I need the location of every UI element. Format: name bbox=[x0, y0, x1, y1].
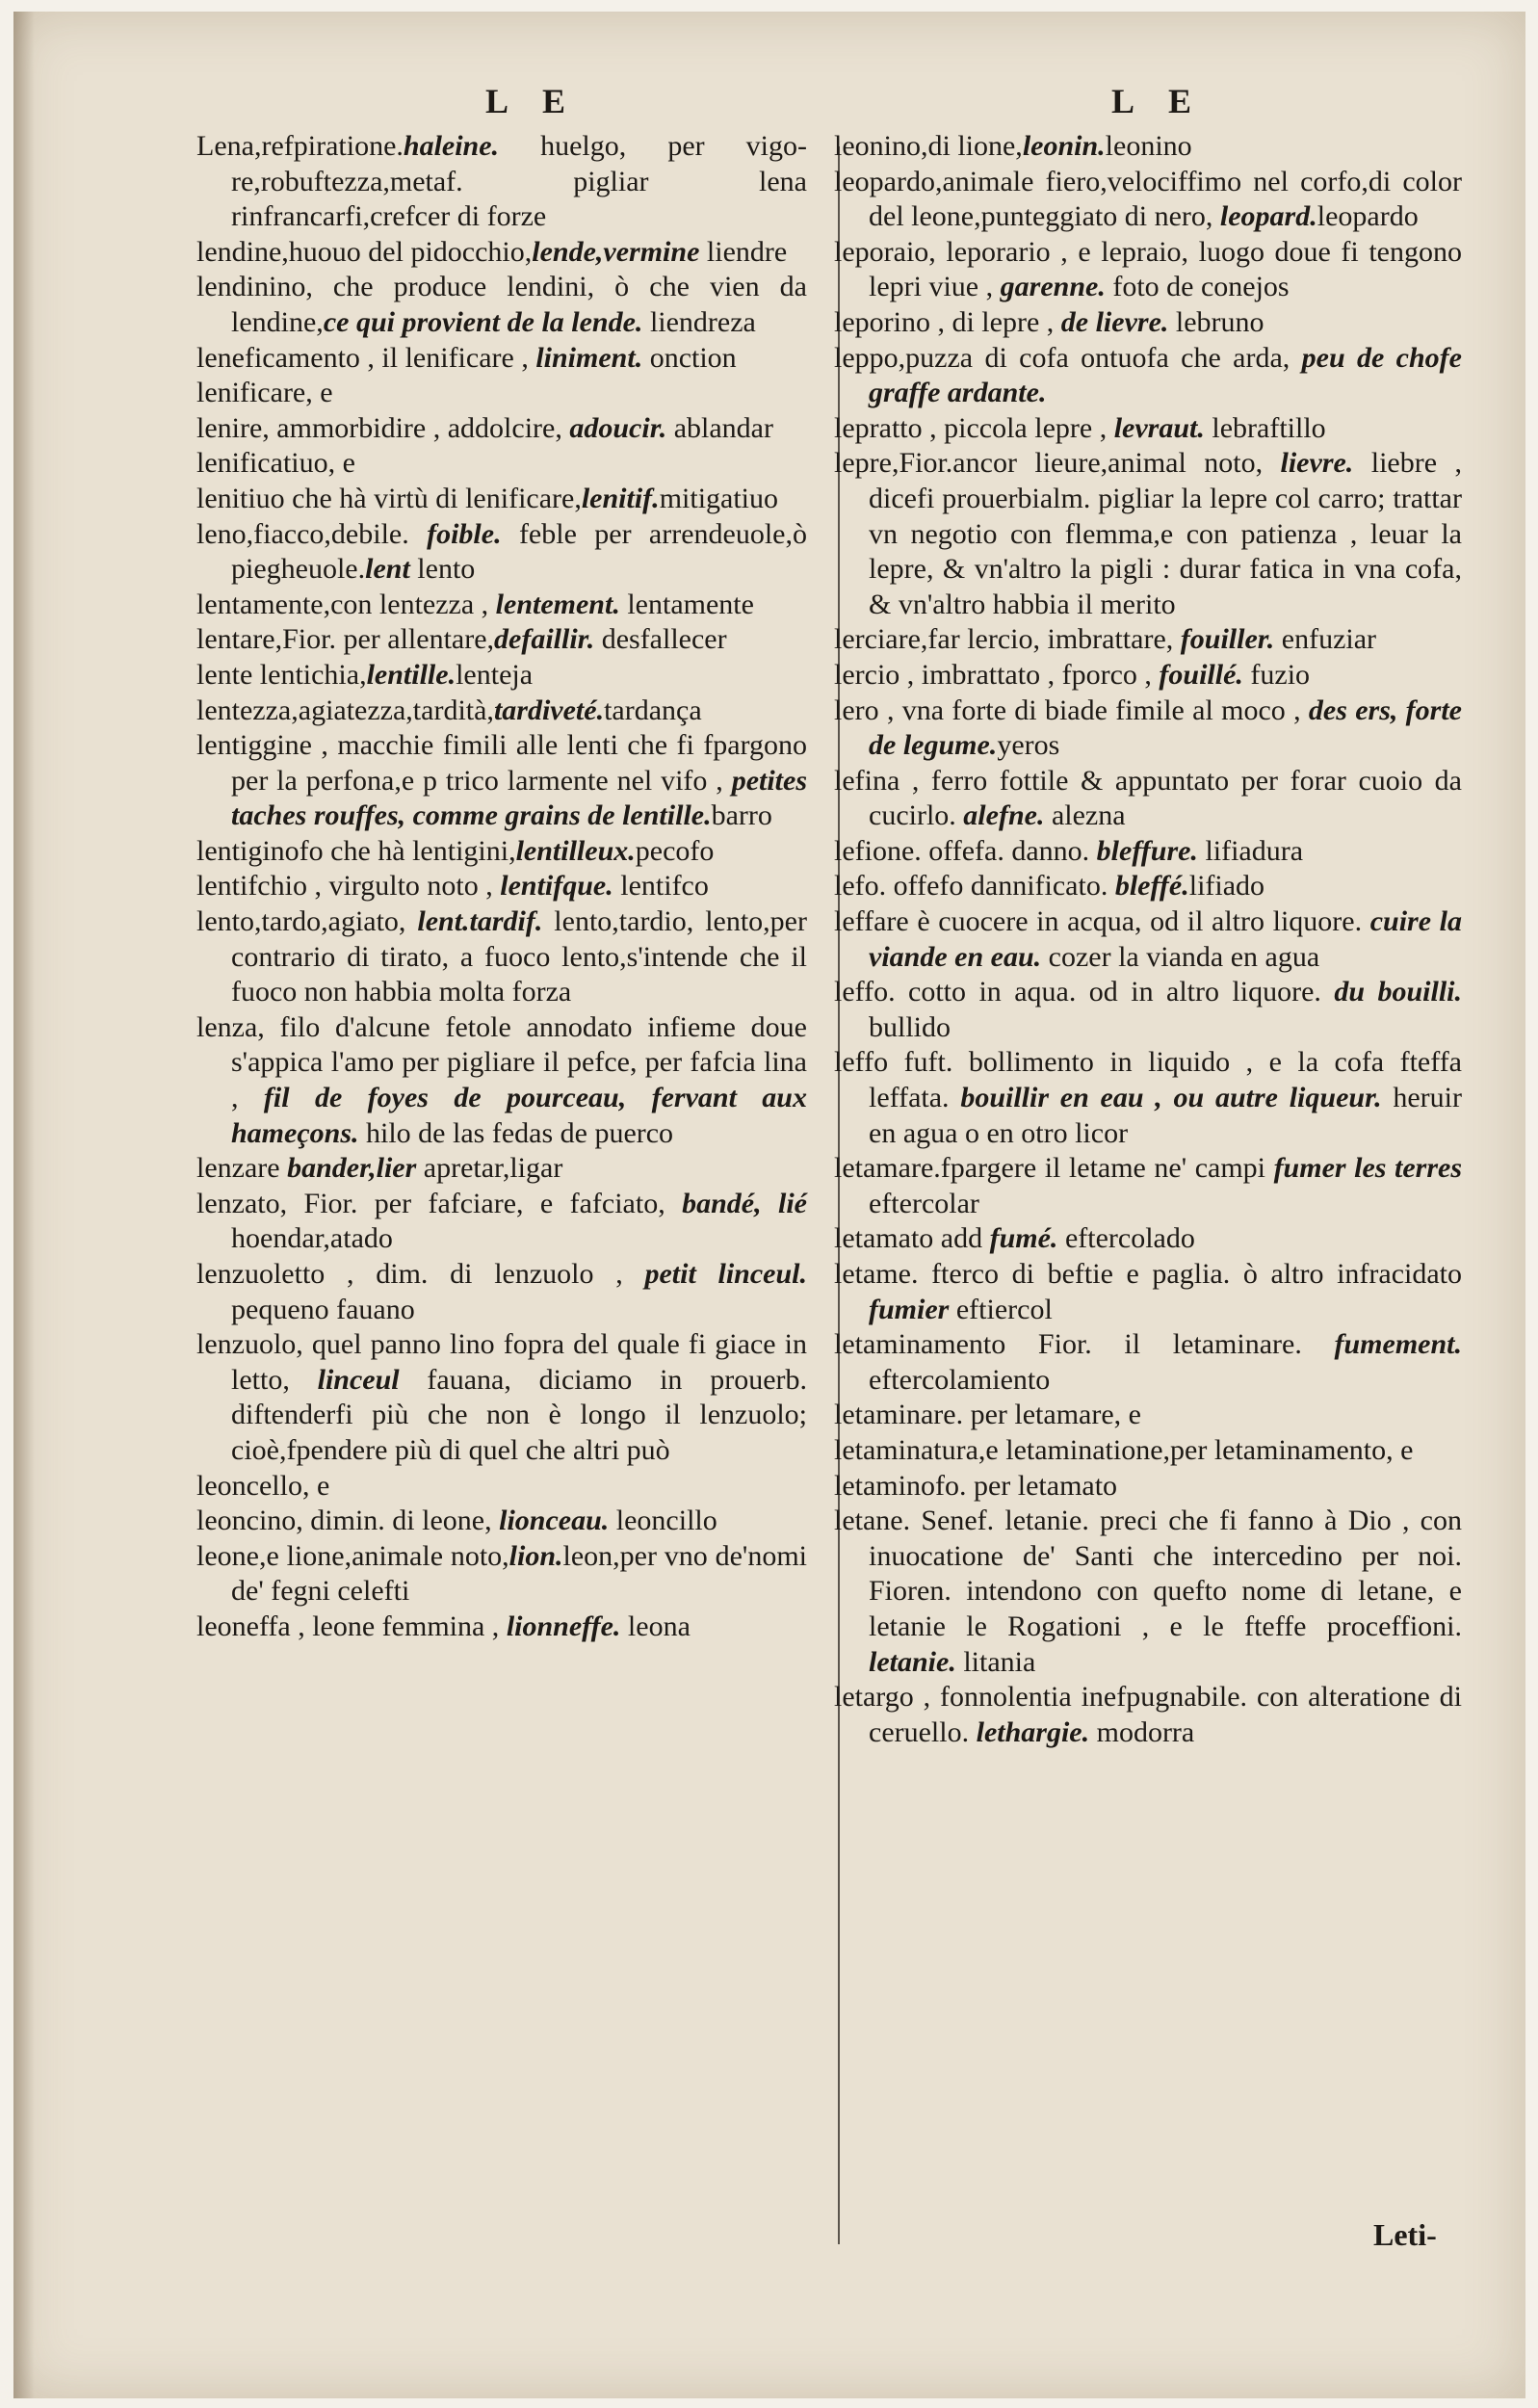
dictionary-entry bbox=[196, 869, 807, 904]
entry-text: heruir en agua o en otro licor bbox=[869, 1082, 1462, 1149]
dictionary-entry bbox=[834, 411, 1462, 447]
dictionary-entry bbox=[834, 446, 1462, 622]
dictionary-entry bbox=[834, 1504, 1462, 1680]
entry-text: eftiercol bbox=[949, 1293, 1053, 1325]
entry-text: leonino bbox=[1105, 130, 1192, 162]
entry-text: leon,per vno de'nomi de' fegni celefti bbox=[231, 1539, 807, 1608]
french-gloss: fumement. bbox=[1334, 1328, 1462, 1361]
dictionary-entry bbox=[196, 1151, 807, 1187]
entry-text: hoendar,atado bbox=[231, 1222, 393, 1255]
dictionary-entry bbox=[834, 305, 1462, 341]
entry-text: lerciare,far lercio, imbrattare, bbox=[834, 623, 1181, 656]
dictionary-entry bbox=[834, 1680, 1462, 1750]
dictionary-entry bbox=[196, 834, 807, 870]
entry-text: lefione. offefa. danno. bbox=[834, 834, 1097, 867]
entry-text: leonino,di lione, bbox=[834, 130, 1023, 162]
french-gloss: des ers, forte de legume. bbox=[869, 694, 1462, 762]
dictionary-entry bbox=[834, 341, 1462, 411]
entry-text: mitigatiuo bbox=[659, 482, 779, 514]
french-gloss: lionneffe. bbox=[506, 1610, 621, 1642]
entry-text: lenza, filo d'alcune fetole annodato infieme doue s'appica l'amo per pigliare il pefce, per fafcia lina , bbox=[196, 1010, 807, 1114]
entry-text: lendine,huouo del pidocchio, bbox=[196, 235, 533, 268]
entry-text: lentiginofo che hà lentigini, bbox=[196, 834, 516, 867]
entry-text: leffo. cotto in aqua. od in altro liquore. bbox=[834, 976, 1335, 1008]
dictionary-entry bbox=[834, 1433, 1462, 1469]
dictionary-entry bbox=[196, 446, 807, 482]
dictionary-entry bbox=[834, 904, 1462, 975]
dictionary-entry bbox=[196, 411, 807, 447]
french-gloss: lende,vermine bbox=[532, 235, 700, 268]
dictionary-entry bbox=[196, 270, 807, 340]
french-gloss: lentifque. bbox=[500, 870, 613, 903]
entry-text: lepre,Fior.ancor lieure,animal noto, bbox=[834, 447, 1281, 480]
french-gloss: lethargie. bbox=[976, 1715, 1090, 1748]
entry-text: liendreza bbox=[642, 305, 756, 338]
entry-text: lefina , ferro fottile & appuntato per forar cuoio da cucirlo. bbox=[834, 764, 1462, 832]
entry-text: letaminatura,e letaminatione,per letaminamento, e bbox=[834, 1433, 1414, 1466]
entry-text: letame. fterco di beftie e paglia. ò altro infracidato bbox=[834, 1258, 1462, 1290]
entry-text: letamare.fpargere il letame ne' campi bbox=[834, 1152, 1274, 1185]
entry-text: lenire, ammorbidire , addolcire, bbox=[196, 411, 570, 444]
entry-text: lifiadura bbox=[1197, 834, 1304, 867]
dictionary-entry bbox=[834, 834, 1462, 870]
entry-text: modorra bbox=[1089, 1715, 1195, 1748]
dictionary-entry bbox=[834, 165, 1462, 235]
entry-text: bullido bbox=[869, 1010, 951, 1043]
french-gloss: lievre. bbox=[1280, 447, 1354, 480]
dictionary-entry bbox=[196, 1539, 807, 1610]
entry-text: letane. Senef. letanie. preci che fi fanno à Dio , con inuocatione de' Santi che intercedino per noi. Fioren. intendono con quefto nome di letane, e letanie le Rogationi , e le fteffe proceffioni. bbox=[834, 1505, 1462, 1642]
french-gloss: fumier bbox=[869, 1293, 950, 1325]
french-gloss: lentement. bbox=[495, 588, 620, 620]
entry-text: leopardo bbox=[1316, 200, 1419, 233]
french-gloss: lionceau. bbox=[499, 1505, 610, 1537]
dictionary-entry bbox=[196, 376, 807, 411]
entry-text: lento,tardio, lento,per contrario di tirato, a fuoco lento,s'intende che il fuoco non habbia molta forza bbox=[231, 905, 807, 1008]
dictionary-entry bbox=[834, 1221, 1462, 1257]
french-gloss: bouillir en eau , ou autre liqueur. bbox=[960, 1082, 1382, 1114]
entry-text: lenificare, e bbox=[196, 377, 333, 409]
entry-text: lento,tardo,agiato, bbox=[196, 905, 418, 938]
entry-text: letamato add bbox=[834, 1222, 990, 1255]
french-gloss: petit linceul. bbox=[644, 1258, 808, 1290]
entry-text: lenzato, Fior. per fafciare, e fafciato, bbox=[196, 1187, 683, 1219]
entry-text: lenificatiuo, e bbox=[196, 447, 355, 480]
dictionary-entry bbox=[196, 1610, 807, 1645]
entry-text: letaminofo. per letamato bbox=[834, 1469, 1118, 1502]
left-column bbox=[196, 129, 807, 1645]
french-gloss: bandé, lié bbox=[682, 1187, 807, 1219]
entry-text: lenitiuo che hà virtù di lenificare, bbox=[196, 482, 582, 514]
french-gloss: lion. bbox=[508, 1539, 563, 1572]
entry-text: tardança bbox=[604, 694, 702, 726]
entry-text: fuzio bbox=[1242, 658, 1311, 691]
entry-text: lentamente bbox=[619, 588, 754, 620]
entry-text: liebre , dicefi prouerbialm. pigliar la lepre col carro; trattar vn negotio con flemma,e con patienza , leuar la lepre, & vn'altro la pigli : durar fatica in vna cofa, & vn'altro habbia il merito bbox=[869, 447, 1462, 620]
french-gloss: lentille. bbox=[366, 658, 456, 691]
entry-text: foto de conejos bbox=[1105, 271, 1290, 303]
dictionary-entry bbox=[834, 1469, 1462, 1505]
french-gloss: liniment. bbox=[535, 341, 643, 374]
entry-text: eftercolado bbox=[1057, 1222, 1195, 1255]
entry-text: lentare,Fior. per allentare, bbox=[196, 623, 495, 656]
entry-text: lendinino, che produce lendini, ò che vien da lendine, bbox=[196, 271, 807, 338]
dictionary-entry bbox=[834, 129, 1462, 165]
dictionary-entry bbox=[834, 1151, 1462, 1221]
french-gloss: lent bbox=[365, 553, 410, 586]
entry-text: hilo de las fedas de puerco bbox=[358, 1116, 674, 1149]
french-gloss: foible. bbox=[427, 517, 502, 550]
french-gloss: garenne. bbox=[1000, 271, 1106, 303]
entry-text: letargo , fonnolentia inefpugnabile. con alteratione di ceruello. bbox=[834, 1681, 1462, 1748]
french-gloss: leonin. bbox=[1022, 130, 1106, 162]
entry-text: fauana, diciamo in prouerb. diftenderfi più che non è longo il lenzuolo; cioè,fpendere più di quel che altri può bbox=[231, 1363, 808, 1466]
dictionary-entry bbox=[834, 975, 1462, 1045]
entry-text: lenzare bbox=[196, 1152, 288, 1185]
entry-text: lentifco bbox=[613, 870, 709, 903]
french-gloss: lentilleux. bbox=[515, 834, 636, 867]
running-header-right: L E bbox=[1111, 82, 1206, 120]
french-gloss: fouillé. bbox=[1159, 658, 1243, 691]
right-column bbox=[834, 129, 1462, 1750]
dictionary-entry bbox=[196, 694, 807, 729]
dictionary-entry bbox=[834, 622, 1462, 658]
french-gloss: petites taches rouffes, comme grains de lentille. bbox=[231, 764, 807, 832]
french-gloss: lenitif. bbox=[581, 482, 660, 514]
french-gloss: leopard. bbox=[1219, 200, 1317, 233]
french-gloss: alefne. bbox=[963, 799, 1045, 832]
dictionary-entry bbox=[196, 588, 807, 623]
entry-text: alezna bbox=[1044, 799, 1126, 832]
dictionary-entry bbox=[196, 658, 807, 694]
entry-text: leoncillo bbox=[609, 1505, 717, 1537]
dictionary-entry bbox=[196, 235, 807, 271]
french-gloss: adoucir. bbox=[569, 411, 667, 444]
dictionary-entry bbox=[196, 1504, 807, 1539]
dictionary-entry bbox=[834, 764, 1462, 834]
dictionary-entry bbox=[834, 694, 1462, 764]
entry-text: lero , vna forte di biade fimile al moco , bbox=[834, 694, 1309, 726]
entry-text: apretar,ligar bbox=[416, 1152, 563, 1185]
dictionary-entry bbox=[196, 1010, 807, 1151]
french-gloss: bleffé. bbox=[1114, 870, 1189, 903]
entry-text: leone,e lione,animale noto, bbox=[196, 1539, 509, 1572]
dictionary-entry bbox=[196, 622, 807, 658]
entry-text: eftercolar bbox=[869, 1187, 979, 1219]
page-spine-shadow bbox=[13, 12, 35, 2398]
entry-text: Lena,refpiratione. bbox=[196, 130, 404, 162]
entry-text: letaminare. per letamare, e bbox=[834, 1399, 1141, 1431]
dictionary-entry bbox=[834, 1398, 1462, 1433]
french-gloss: ce qui provient de la lende. bbox=[323, 305, 643, 338]
dictionary-entry bbox=[834, 235, 1462, 305]
dictionary-entry bbox=[196, 1187, 807, 1257]
dictionary-entry bbox=[834, 658, 1462, 694]
entry-text: leppo,puzza di cofa ontuofa che arda, bbox=[834, 341, 1302, 374]
entry-text: lentamente,con lentezza , bbox=[196, 588, 496, 620]
dictionary-entry bbox=[196, 517, 807, 588]
french-gloss: fouiller. bbox=[1180, 623, 1275, 656]
dictionary-entry bbox=[834, 1045, 1462, 1151]
dictionary-entry bbox=[196, 904, 807, 1010]
entry-text: barro bbox=[711, 799, 772, 832]
entry-text: lifiado bbox=[1188, 870, 1265, 903]
entry-text: yeros bbox=[997, 729, 1060, 762]
french-gloss: haleine. bbox=[403, 130, 500, 162]
entry-text: cozer la vianda en agua bbox=[1041, 940, 1320, 973]
entry-text: lepratto , piccola lepre , bbox=[834, 411, 1114, 444]
french-gloss: levraut. bbox=[1113, 411, 1205, 444]
entry-text: leoncino, dimin. di leone, bbox=[196, 1505, 500, 1537]
entry-text: lentezza,agiatezza,tardità, bbox=[196, 694, 494, 726]
entry-text: onction bbox=[642, 341, 737, 374]
entry-text: liendre bbox=[699, 235, 788, 268]
dictionary-entry bbox=[196, 341, 807, 377]
french-gloss: letanie. bbox=[869, 1645, 956, 1678]
dictionary-entry bbox=[834, 1327, 1462, 1398]
entry-text: lercio , imbrattato , fporco , bbox=[834, 658, 1160, 691]
dictionary-entry bbox=[834, 869, 1462, 904]
entry-text: lente lentichia, bbox=[196, 658, 367, 691]
french-gloss: tardiveté. bbox=[493, 694, 605, 726]
entry-text: leneficamento , il lenificare , bbox=[196, 341, 536, 374]
dictionary-entry bbox=[196, 482, 807, 517]
entry-text: lenzuoletto , dim. di lenzuolo , bbox=[196, 1258, 645, 1290]
entry-text: letaminamento Fior. il letaminare. bbox=[834, 1328, 1335, 1361]
entry-text: leona bbox=[620, 1610, 691, 1642]
entry-text: lebruno bbox=[1168, 305, 1264, 338]
entry-text: enfuziar bbox=[1274, 623, 1377, 656]
entry-text: feble per arrendeuole,ò pieghеuole. bbox=[231, 517, 807, 586]
catchword: Leti- bbox=[1373, 2217, 1437, 2252]
entry-text: eftercolamiento bbox=[869, 1363, 1051, 1396]
french-gloss: fil de foyes de pourceau, fervant aux hameçons. bbox=[231, 1082, 807, 1149]
french-gloss: fumer les terres bbox=[1273, 1152, 1462, 1185]
entry-text: huelgo, per vigo-re,robuftezza,metaf. pigliar lena rinfrancarfi,crefcer di forze bbox=[231, 130, 807, 233]
entry-text: leffo fuft. bollimento in liquido , e la cofa fteffa leffata. bbox=[834, 1046, 1462, 1114]
entry-text: litania bbox=[955, 1645, 1036, 1678]
entry-text: lentiggine , macchie fimili alle lenti che fi fpargono per la perfona,e p trico larmente nel vifo , bbox=[196, 729, 807, 797]
entry-text: leopardo,animale fiero,velociffimo nel corfo,di color del leone,punteggiato di nero, bbox=[834, 165, 1462, 233]
entry-text: leoncello, e bbox=[196, 1469, 330, 1502]
entry-text: ablandar bbox=[666, 411, 773, 444]
french-gloss: du bouilli. bbox=[1334, 976, 1462, 1008]
dictionary-entry bbox=[196, 1327, 807, 1468]
entry-text: leoneffa , leone femmina , bbox=[196, 1610, 507, 1642]
entry-text: desfallecer bbox=[594, 623, 727, 656]
french-gloss: linceul bbox=[317, 1363, 400, 1396]
entry-text: pecofo bbox=[635, 834, 715, 867]
entry-text: leno,fiacco,debile. bbox=[196, 517, 428, 550]
entry-text: leporaio, leporario , e lepraio, luogo doue fi tengono lepri viue , bbox=[834, 235, 1462, 303]
french-gloss: lent.tardif. bbox=[417, 905, 543, 938]
entry-text: lenzuolo, quel panno lino fopra del quale fi giace in letto, bbox=[196, 1328, 807, 1396]
entry-text: lenteja bbox=[456, 658, 534, 691]
dictionary-entry bbox=[196, 1257, 807, 1327]
french-gloss: bander,lier bbox=[287, 1152, 417, 1185]
entry-text: pequeno fauano bbox=[231, 1293, 415, 1325]
entry-text: leffare è cuocere in acqua, od il altro liquore. bbox=[834, 905, 1370, 938]
entry-text: lento bbox=[409, 553, 476, 586]
french-gloss: fumé. bbox=[989, 1222, 1058, 1255]
french-gloss: peu de chofe graffe ardante. bbox=[869, 341, 1462, 409]
entry-text: leporino , di lepre , bbox=[834, 305, 1061, 338]
dictionary-entry bbox=[834, 1257, 1462, 1327]
dictionary-entry bbox=[196, 728, 807, 834]
entry-text: lentifchio , virgulto noto , bbox=[196, 870, 501, 903]
entry-text: lebraftillo bbox=[1204, 411, 1326, 444]
french-gloss: cuire la viande en eau. bbox=[869, 905, 1462, 973]
french-gloss: de lievre. bbox=[1060, 305, 1169, 338]
french-gloss: defaillir. bbox=[494, 623, 595, 656]
french-gloss: bleffure. bbox=[1096, 834, 1198, 867]
dictionary-entry bbox=[196, 129, 807, 235]
running-header-left: L E bbox=[485, 82, 580, 120]
entry-text: lefo. offefo dannificato. bbox=[834, 870, 1115, 903]
dictionary-entry bbox=[196, 1469, 807, 1505]
